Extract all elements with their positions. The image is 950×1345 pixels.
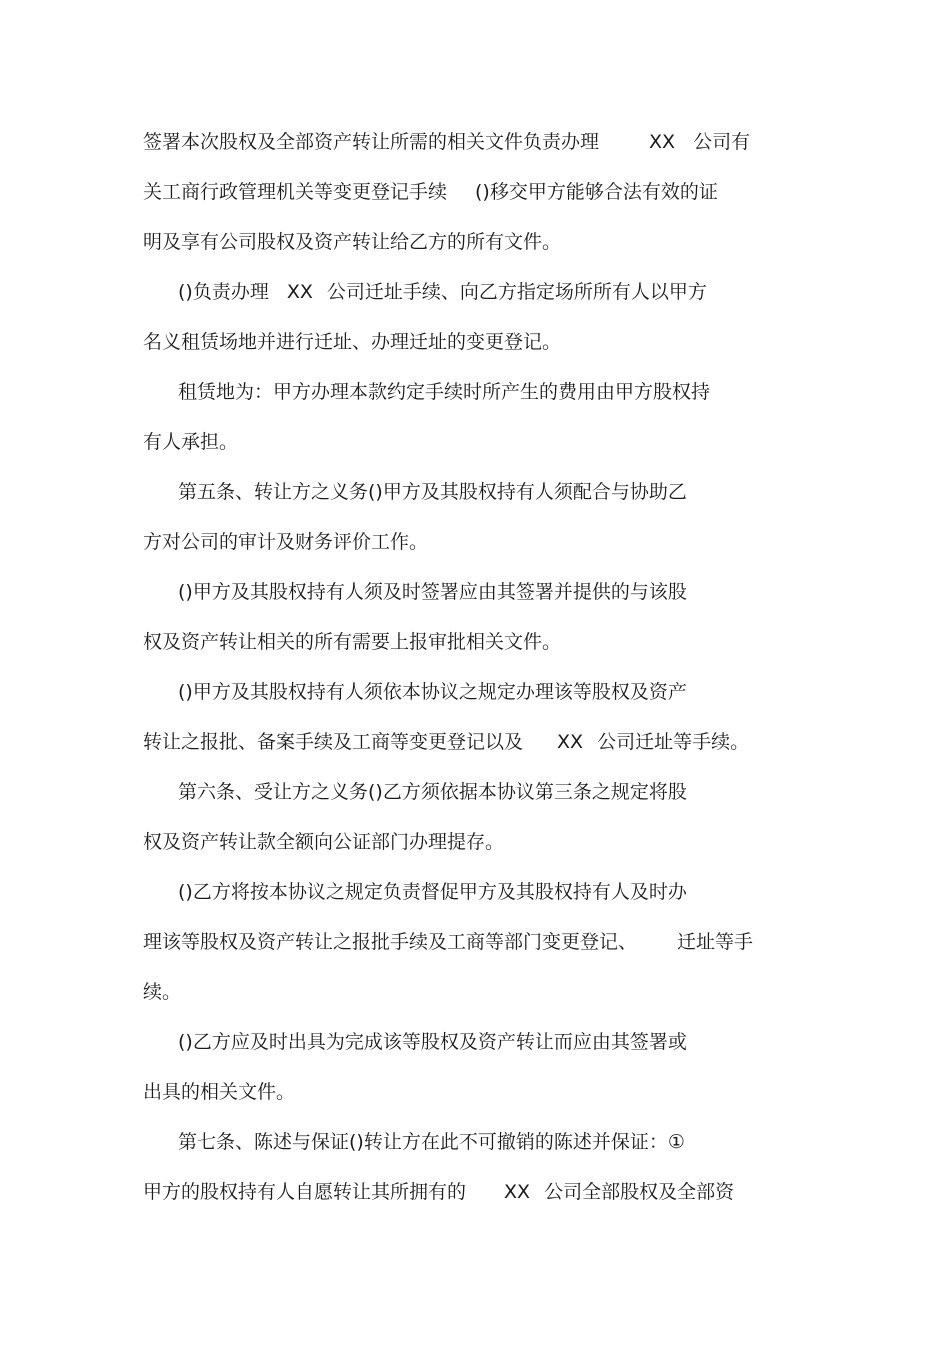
text-run: 方对公司的审计及财务评价工作。 (143, 531, 429, 553)
text-run: 权及资产转让款全额向公证部门办理提存。 (143, 831, 505, 853)
text-line (143, 929, 753, 955)
text-run: 第七条、陈述与保证()转让方在此不可撤销的陈述并保证：① (178, 1131, 685, 1153)
text-line (143, 979, 181, 1005)
placeholder-company: XX (649, 131, 676, 153)
text-line (178, 779, 687, 805)
text-line (178, 279, 707, 305)
text-run: ()移交甲方能够合法有效的证 (475, 181, 718, 203)
text-run: ()甲方及其股权持有人须及时签署应由其签署并提供的与该股 (178, 581, 687, 603)
text-line (143, 1179, 734, 1205)
text-run: 公司全部股权及全部资 (544, 1181, 735, 1203)
text-run: 第六条、受让方之义务()乙方须依据本协议第三条之规定将股 (178, 781, 687, 803)
text-run: 第五条、转让方之义务()甲方及其股权持有人须配合与协助乙 (178, 481, 687, 503)
text-line (143, 729, 749, 755)
text-line (178, 379, 710, 405)
text-run: 有人承担。 (143, 431, 239, 453)
text-run: ()负责办理 (178, 281, 269, 303)
text-run: 权及资产转让相关的所有需要上报审批相关文件。 (143, 631, 562, 653)
text-line (178, 579, 687, 605)
text-run: 迁址等手 (677, 931, 754, 953)
text-line (178, 1129, 685, 1155)
text-run: 理该等股权及资产转让之报批手续及工商等部门变更登记、 (143, 931, 638, 953)
text-line (178, 679, 687, 705)
text-run: 租赁地为：甲方办理本款约定手续时所产生的费用由甲方股权持 (178, 381, 711, 403)
text-run: ()甲方及其股权持有人须依本协议之规定办理该等股权及资产 (178, 681, 687, 703)
text-run: 公司迁址等手续。 (597, 731, 750, 753)
text-line (178, 879, 687, 905)
text-run: 明及享有公司股权及资产转让给乙方的所有文件。 (143, 231, 562, 253)
text-run: 名义租赁场地并进行迁址、办理迁址的变更登记。 (143, 331, 562, 353)
placeholder-company: XX (286, 281, 313, 303)
text-line (178, 1029, 687, 1055)
text-run: 出具的相关文件。 (143, 1081, 296, 1103)
text-line (143, 829, 504, 855)
text-line (143, 629, 561, 655)
text-run: 公司迁址手续、向乙方指定场所所有人以甲方 (326, 281, 707, 303)
placeholder-company: XX (557, 731, 584, 753)
text-line (143, 329, 561, 355)
text-run: 甲方的股权持有人自愿转让其所拥有的 (143, 1181, 467, 1203)
text-run: 续。 (143, 981, 182, 1003)
placeholder-company: XX (504, 1181, 531, 1203)
text-run: ()乙方将按本协议之规定负责督促甲方及其股权持有人及时办 (178, 881, 687, 903)
text-line (143, 1079, 295, 1105)
text-line (143, 179, 718, 205)
text-run: 公司有 (693, 131, 751, 153)
text-run: ()乙方应及时出具为完成该等股权及资产转让而应由其签署或 (178, 1031, 687, 1053)
text-run: 关工商行政管理机关等变更登记手续 (143, 181, 448, 203)
text-line (178, 479, 687, 505)
text-line (143, 429, 238, 455)
text-run: 转让之报批、备案手续及工商等变更登记以及 (143, 731, 524, 753)
text-run: 签署本次股权及全部资产转让所需的相关文件负责办理 (143, 131, 600, 153)
text-line (143, 229, 561, 255)
text-line (143, 129, 750, 155)
text-line (143, 529, 428, 555)
